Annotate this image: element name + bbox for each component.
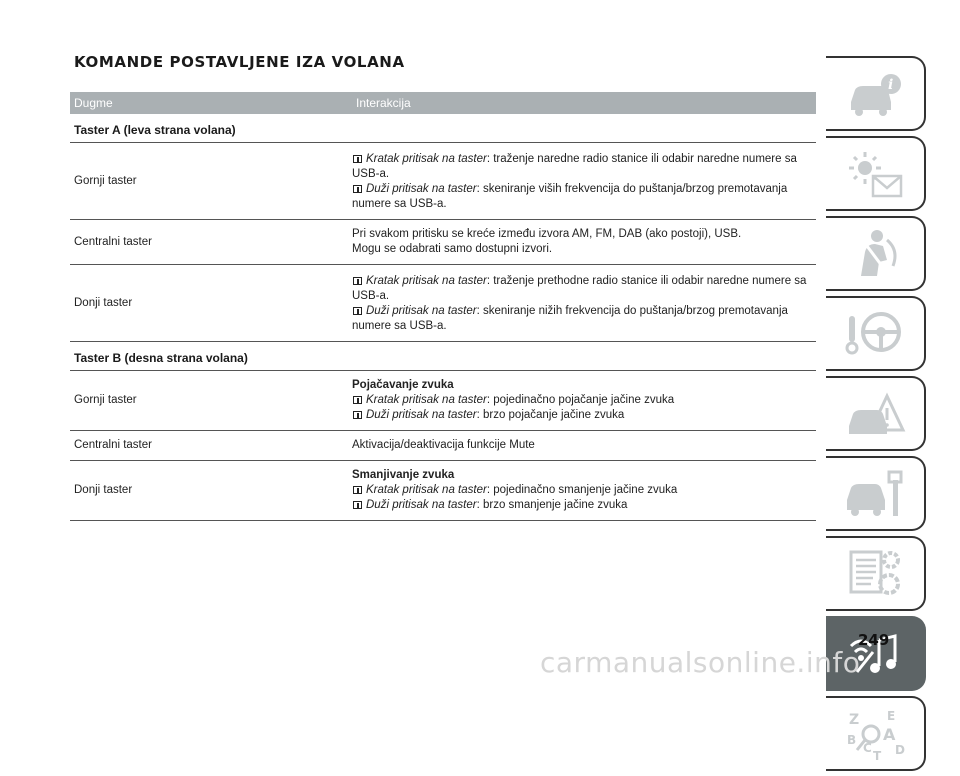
- table-row: [70, 431, 816, 461]
- interaction-cell: [352, 371, 816, 430]
- interaction-cell: [352, 143, 816, 219]
- tab-starting-driving[interactable]: [826, 296, 926, 371]
- alphabetical-index-icon: [843, 706, 907, 762]
- section-title-b: Taster B (desna strana volana): [70, 342, 816, 371]
- header-button: Dugme: [74, 96, 113, 110]
- emergency-icon: [843, 386, 907, 442]
- watermark: carmanualsonline.info: [540, 646, 861, 679]
- short-press-label: Kratak pritisak na taster: [366, 275, 487, 287]
- button-cell: Centralni taster: [74, 235, 152, 248]
- press-icon: [352, 154, 362, 163]
- table-row: [70, 461, 816, 521]
- tab-warning-lights[interactable]: [826, 136, 926, 211]
- press-icon: [352, 500, 362, 509]
- svg-text:B: B: [847, 732, 857, 747]
- svg-text:A: A: [883, 724, 896, 744]
- header-interaction: Interakcija: [356, 96, 411, 110]
- table-row: [70, 265, 816, 342]
- button-cell: Donji taster: [74, 484, 133, 496]
- svg-text:T: T: [873, 748, 882, 762]
- description-line: Pri svakom pritisku se kreće između izvora AM, FM, DAB (ako postoji), USB.: [352, 228, 742, 240]
- long-press-line: [352, 182, 810, 212]
- press-icon: [352, 306, 362, 315]
- long-press-line: [352, 408, 810, 423]
- svg-text:i: i: [888, 76, 894, 93]
- description-line: Aktivacija/deaktivacija funkcije Mute: [352, 439, 535, 451]
- svg-text:C: C: [863, 740, 872, 755]
- short-press-text: : pojedinačno smanjenje jačine zvuka: [486, 484, 678, 496]
- row-heading: Pojačavanje zvuka: [352, 379, 454, 391]
- interaction-cell: [352, 461, 816, 520]
- short-press-text: : pojedinačno pojačanje jačine zvuka: [486, 394, 675, 406]
- press-icon: [352, 410, 362, 419]
- tab-safety[interactable]: [826, 216, 926, 291]
- short-press-text: : traženje naredne radio stanice ili odabir naredne numere sa USB-a.: [352, 153, 797, 180]
- car-info-icon: [843, 66, 907, 122]
- warning-lights-icon: [843, 146, 907, 202]
- description-line: Mogu se odabrati samo dostupni izvori.: [352, 243, 553, 255]
- short-press-line: [352, 483, 810, 498]
- long-press-text: : brzo smanjenje jačine zvuka: [476, 499, 628, 511]
- long-press-text: : skeniranje nižih frekvencija do puštanja/brzog premotavanja numere sa USB-a.: [352, 305, 788, 332]
- long-press-line: [352, 498, 810, 513]
- short-press-line: [352, 152, 810, 182]
- page-title: KOMANDE POSTAVLJENE IZA VOLANA: [74, 53, 405, 71]
- short-press-label: Kratak pritisak na taster: [366, 153, 487, 165]
- press-icon: [352, 485, 362, 494]
- interaction-cell: [352, 220, 816, 264]
- tab-maintenance[interactable]: [826, 456, 926, 531]
- interaction-cell: [352, 431, 816, 460]
- page-number: 249: [858, 631, 890, 649]
- press-icon: [352, 276, 362, 285]
- safety-seat-icon: [843, 226, 907, 282]
- tab-index[interactable]: [826, 696, 926, 771]
- button-cell: Gornji taster: [74, 394, 137, 406]
- long-press-label: Duži pritisak na taster: [366, 183, 477, 195]
- svg-text:E: E: [887, 708, 896, 723]
- long-press-text: : skeniranje viših frekvencija do puštanja/brzog premotavanja numere sa USB-a.: [352, 183, 788, 210]
- table-row: [70, 371, 816, 431]
- row-heading: Smanjivanje zvuka: [352, 469, 455, 481]
- short-press-label: Kratak pritisak na taster: [366, 484, 487, 496]
- long-press-label: Duži pritisak na taster: [366, 409, 477, 421]
- table-header: [70, 92, 816, 114]
- button-cell: Gornji taster: [74, 174, 137, 187]
- interaction-cell: [352, 265, 816, 341]
- short-press-text: : traženje prethodne radio stanice ili odabir naredne numere sa USB-a.: [352, 275, 807, 302]
- button-cell: Centralni taster: [74, 439, 152, 451]
- long-press-label: Duži pritisak na taster: [366, 499, 477, 511]
- svg-text:Z: Z: [849, 711, 860, 728]
- tab-car-info[interactable]: [826, 56, 926, 131]
- long-press-label: Duži pritisak na taster: [366, 305, 477, 317]
- tab-technical-data[interactable]: [826, 536, 926, 611]
- press-icon: [352, 395, 362, 404]
- press-icon: [352, 184, 362, 193]
- technical-data-icon: [843, 546, 907, 602]
- section-title-a: Taster A (leva strana volana): [70, 114, 816, 143]
- tab-emergency[interactable]: [826, 376, 926, 451]
- long-press-line: [352, 304, 810, 334]
- controls-table: [70, 92, 816, 521]
- table-row: [70, 143, 816, 220]
- svg-text:D: D: [895, 742, 905, 757]
- short-press-label: Kratak pritisak na taster: [366, 394, 487, 406]
- long-press-text: : brzo pojačanje jačine zvuka: [476, 409, 625, 421]
- maintenance-icon: [843, 466, 907, 522]
- steering-start-icon: [843, 306, 907, 362]
- short-press-line: [352, 274, 810, 304]
- button-cell: Donji taster: [74, 296, 133, 309]
- short-press-line: [352, 393, 810, 408]
- table-row: [70, 220, 816, 265]
